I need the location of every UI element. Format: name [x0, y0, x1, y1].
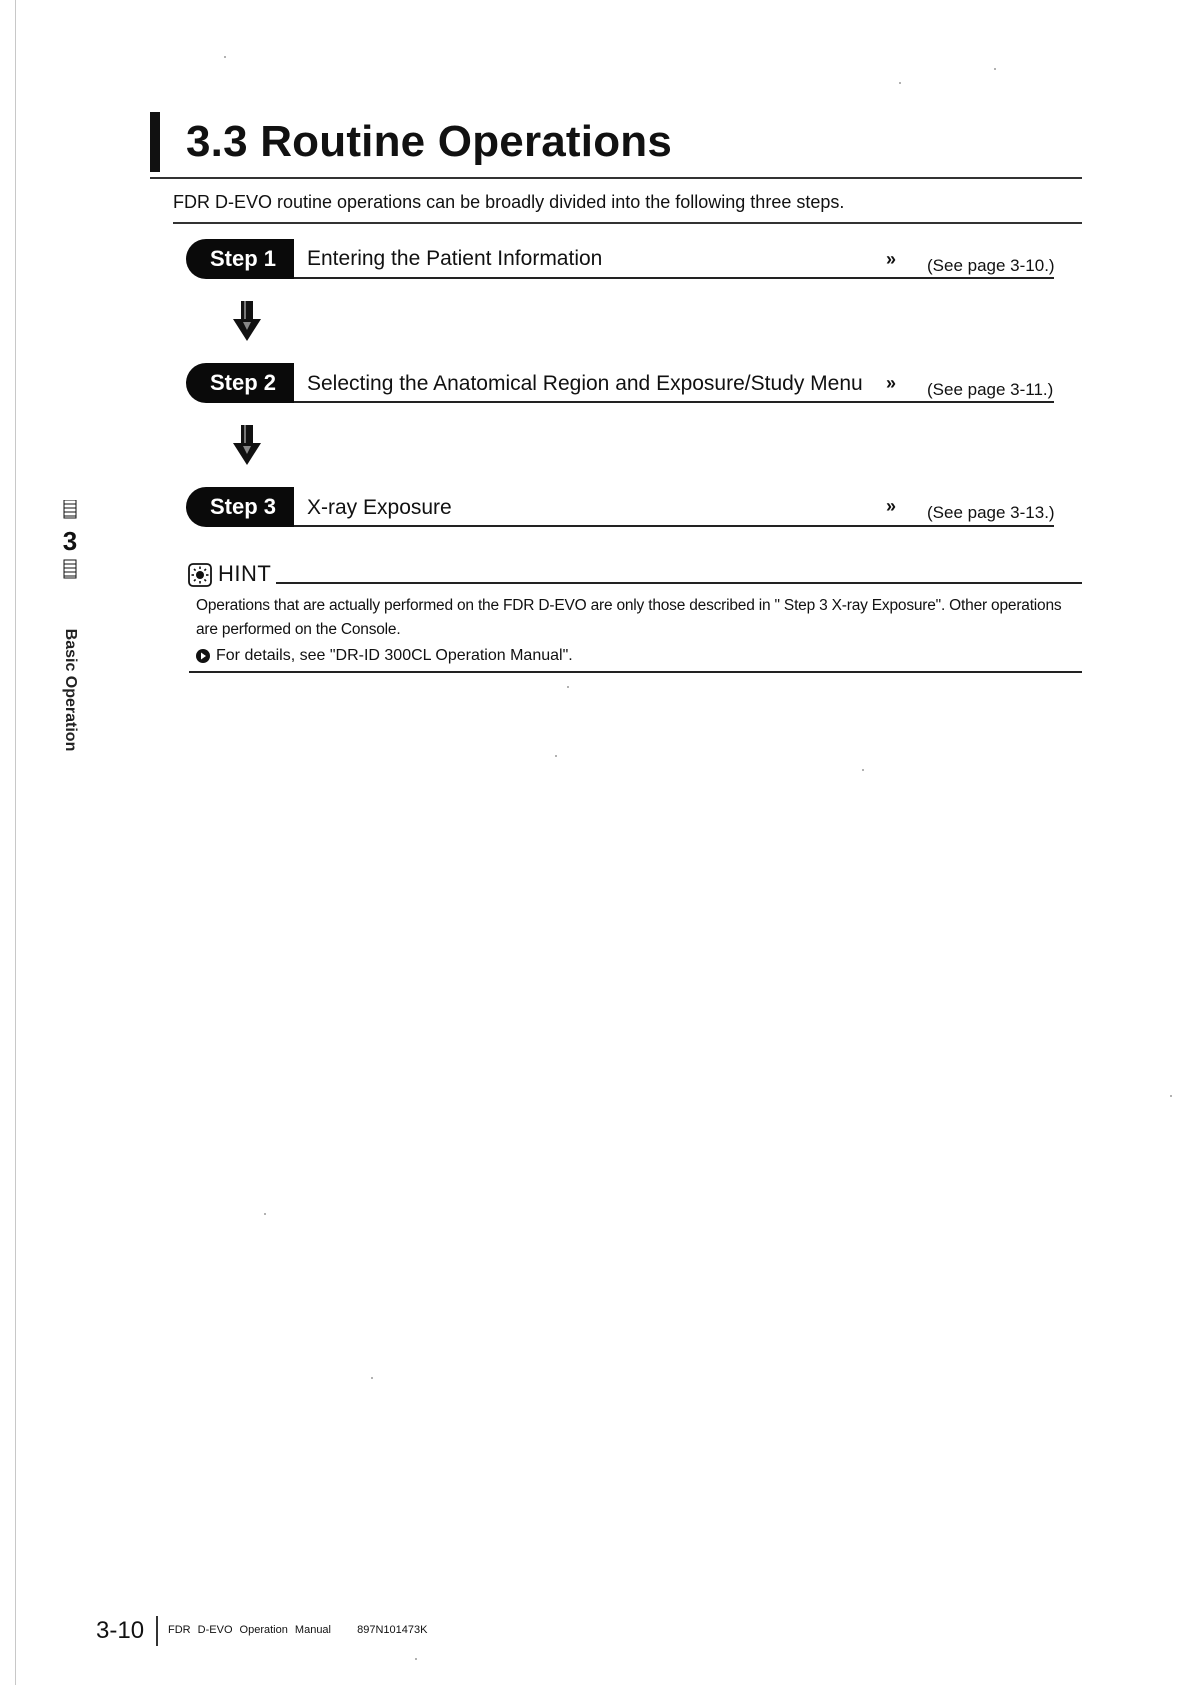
step-1-page-ref: (See page 3-10.): [927, 256, 1055, 275]
footer-info: [168, 1624, 427, 1636]
step-3-badge: Step 3: [186, 487, 294, 527]
footer-manual-code: 897N101473K: [357, 1624, 428, 1636]
step-1-divider: [294, 277, 1054, 279]
scan-speck: [371, 1377, 373, 1379]
step-2-label: Selecting the Anatomical Region and Exposure/Study Menu: [307, 372, 863, 395]
scan-speck: [862, 769, 864, 771]
chapter-tab-marker: [62, 500, 78, 580]
scan-speck: [224, 56, 226, 58]
hint-text: Operations that are actually performed on the FDR D-EVO are only those described in " Step 3 X-ray Exposure". Other operations are performed on the Console.: [196, 597, 1062, 638]
scan-speck: [264, 1213, 266, 1215]
title-divider: [150, 177, 1082, 179]
step-2-divider: [294, 401, 1054, 403]
scan-speck: [415, 1658, 417, 1660]
step-2-page-ref: (See page 3-11.): [927, 380, 1054, 399]
down-arrow-icon: [232, 424, 262, 466]
scan-edge-line: [15, 0, 16, 1685]
chapter-number: 3: [62, 526, 78, 556]
step-3-page-ref: (See page 3-13.): [927, 503, 1055, 522]
intro-divider: [173, 222, 1082, 224]
step-3-label: X-ray Exposure: [307, 496, 452, 519]
page-title: 3.3 Routine Operations: [186, 117, 673, 166]
hint-bottom-divider: [189, 671, 1082, 673]
title-accent-bar: [150, 112, 160, 172]
scan-speck: [994, 68, 996, 70]
hint-top-divider: [276, 582, 1082, 584]
hint-detail-text: For details, see "DR-ID 300CL Operation Manual".: [216, 647, 573, 664]
footer-separator: [156, 1616, 158, 1646]
step-3-arrow-icon: »: [886, 496, 891, 516]
scan-speck: [1170, 1095, 1172, 1097]
intro-text: FDR D-EVO routine operations can be broadly divided into the following three steps.: [173, 192, 845, 212]
footer-manual-name: FDR D-EVO Operation Manual: [168, 1624, 331, 1636]
hint-lightbulb-icon: [188, 563, 212, 587]
footer-page-number: 3-10: [96, 1617, 145, 1644]
step-1-badge: Step 1: [186, 239, 294, 279]
arrow-bullet-icon: [196, 649, 210, 663]
side-tab-label: Basic Operation: [62, 628, 79, 752]
step-3-divider: [294, 525, 1054, 527]
down-arrow-icon: [232, 300, 262, 342]
step-1-label: Entering the Patient Information: [307, 247, 603, 270]
hint-heading: HINT: [218, 561, 272, 586]
scan-speck: [899, 82, 901, 84]
step-2-arrow-icon: »: [886, 373, 891, 393]
scan-speck: [555, 755, 557, 757]
step-2-badge: Step 2: [186, 363, 294, 403]
scan-speck: [567, 686, 569, 688]
hint-detail: [196, 647, 573, 665]
step-1-arrow-icon: »: [886, 249, 891, 269]
